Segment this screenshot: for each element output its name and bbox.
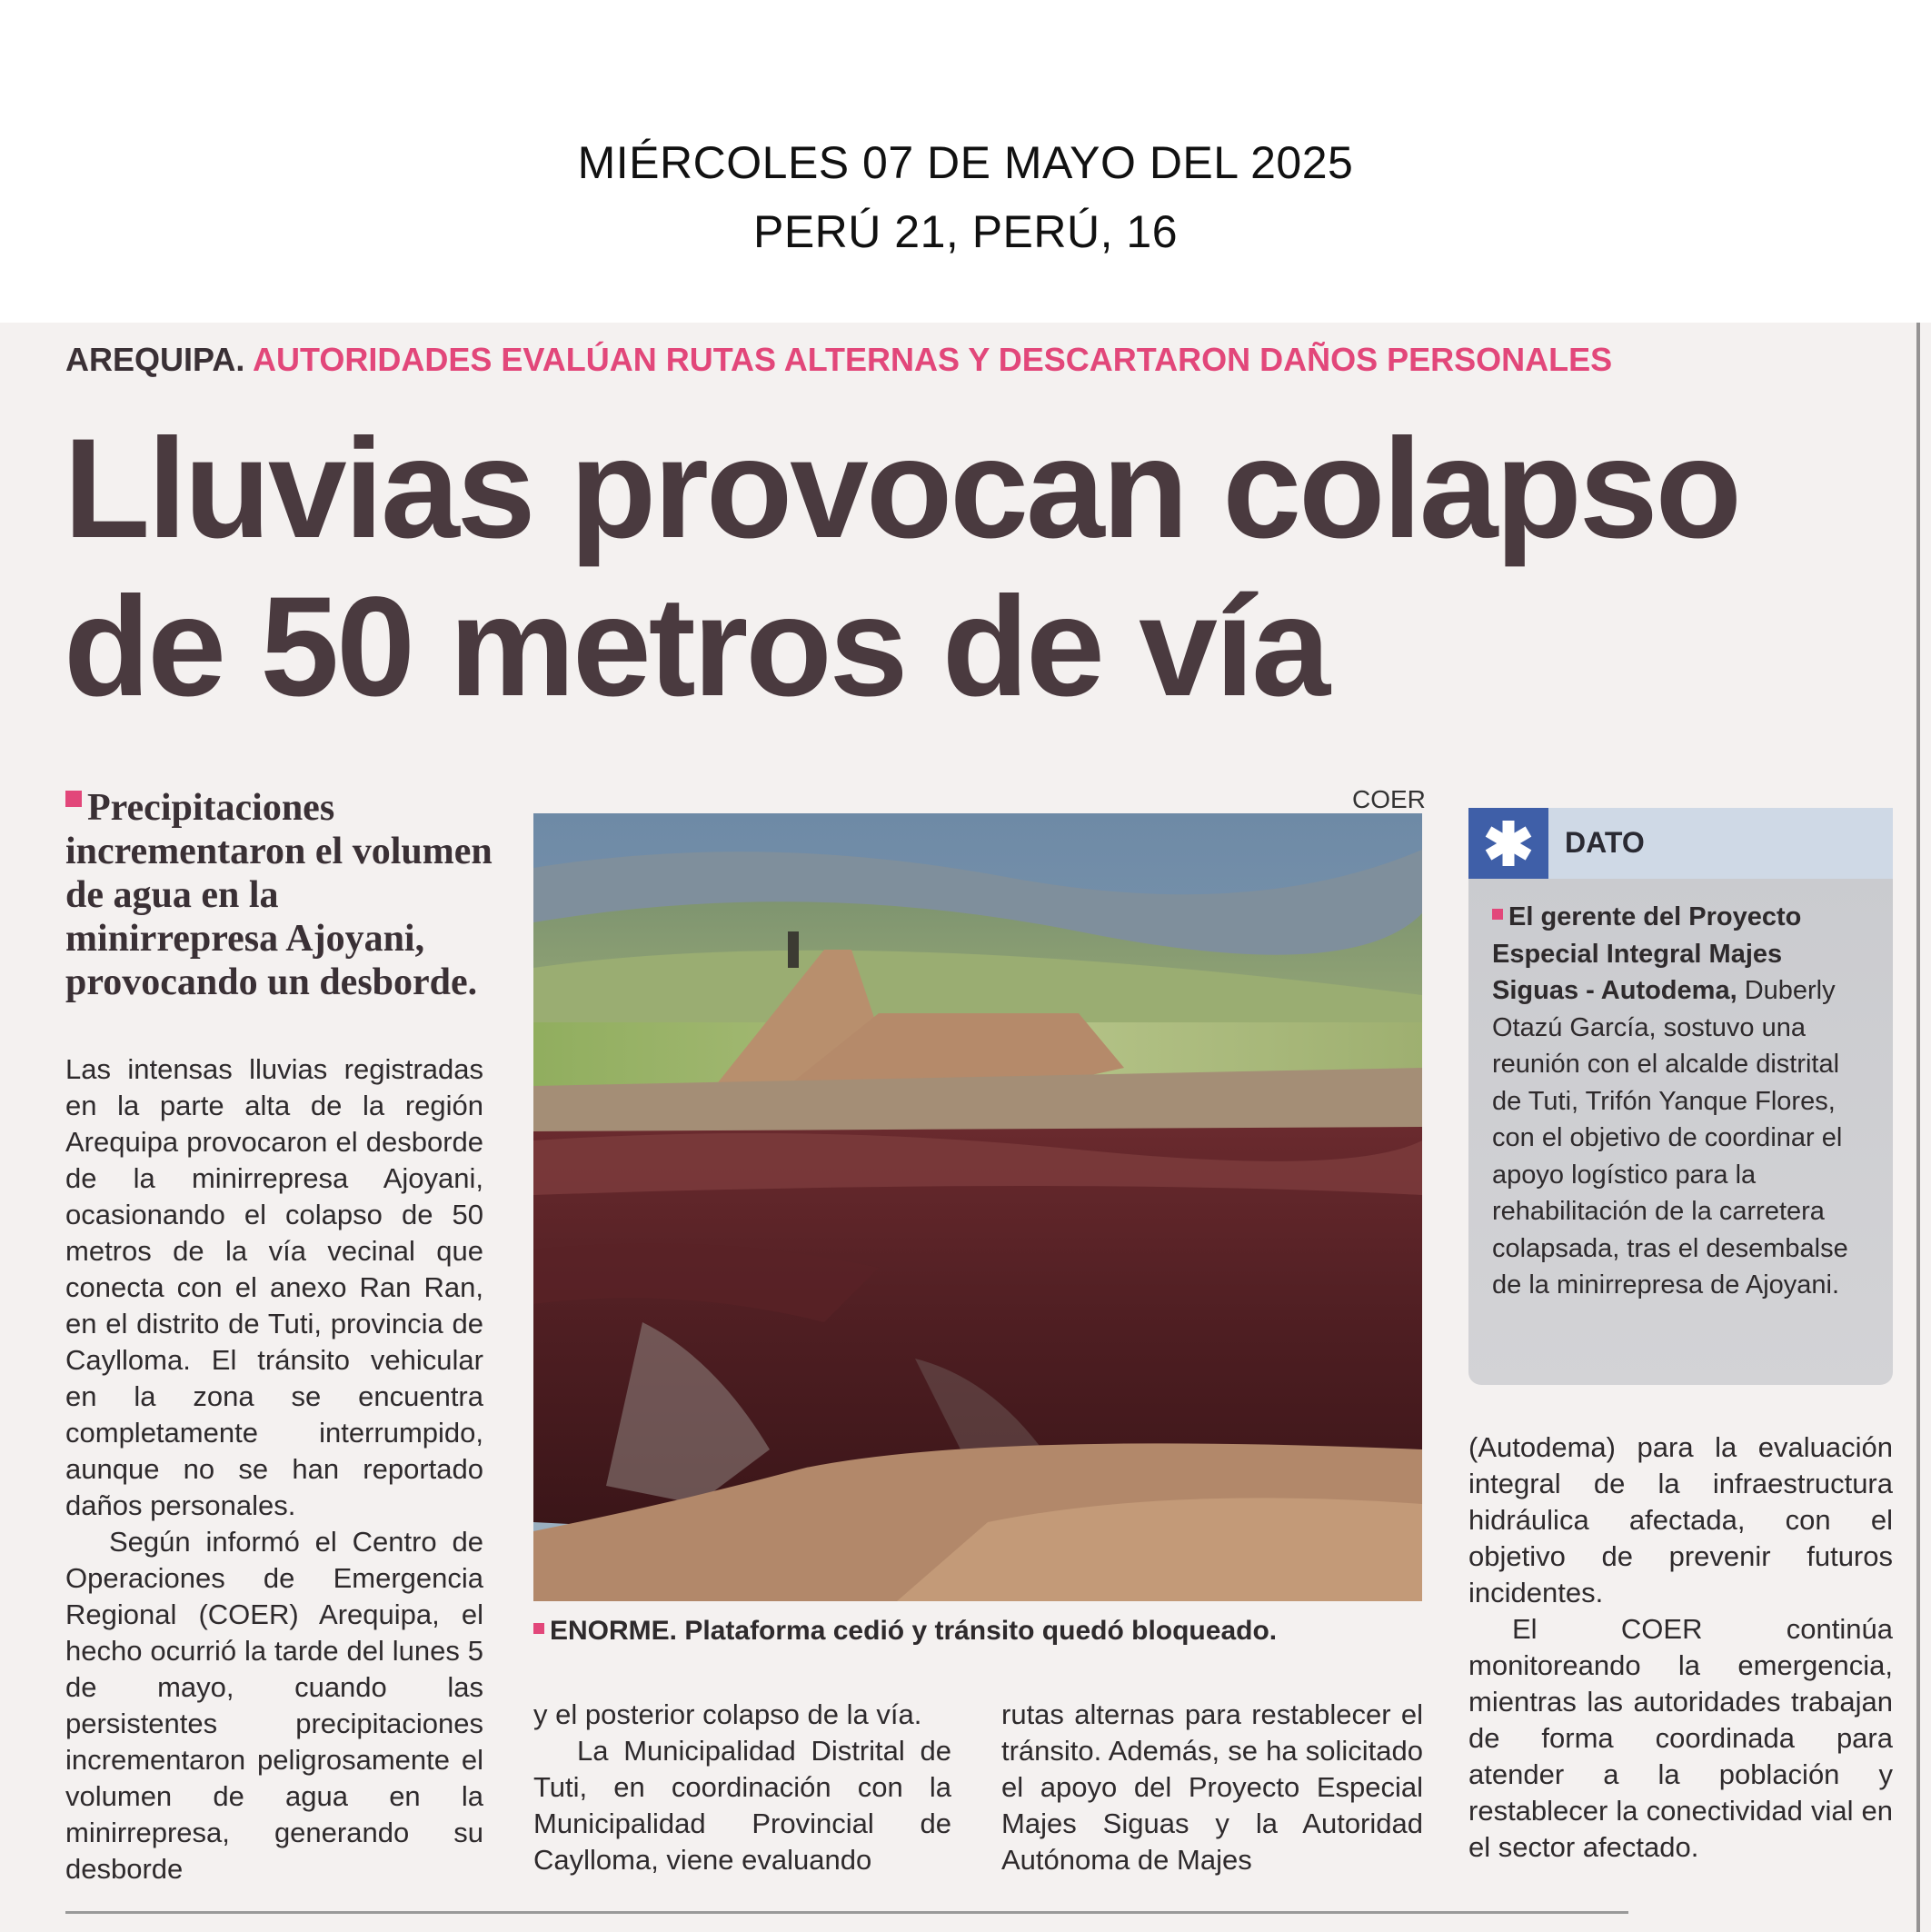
bullet-square-icon xyxy=(65,791,82,807)
column-2 xyxy=(533,1697,951,1878)
caption-lead: ENORME. xyxy=(550,1616,678,1646)
caption-text: Plataforma cedió y tránsito quedó bloqueado. xyxy=(684,1616,1278,1646)
asterisk-icon xyxy=(1468,808,1548,879)
caption-square-icon xyxy=(533,1623,544,1634)
headline-line-2: de 50 metros de vía xyxy=(64,568,1329,726)
column-3 xyxy=(1001,1697,1423,1878)
col1-paragraph-1: Las intensas lluvias registradas en la parte alta de la región Arequipa provocaron el desborde de la minirrepresa Ajoyani, ocasionando el colapso de 50 metros de la vía vecinal que conecta con el anexo Ran Ran, en el distrito de Tuti, provincia de Caylloma. El tránsito vehicular en la zona se encuentra completamente interrumpido, aunque no se han reportado daños personales. xyxy=(65,1053,483,1521)
dato-sidebar xyxy=(1468,808,1893,1385)
headline xyxy=(64,410,1881,726)
col4-paragraph-2: El COER continúa monitoreando la emergencia, mientras las autoridades trabajan de forma coordinada para atender a la población y restablecer la conectividad vial en el sector afectado. xyxy=(1468,1613,1893,1863)
col1-paragraph-2: Según informó el Centro de Operaciones de Emergencia Regional (COER) Arequipa, el hecho ocurrió la tarde del lunes 5 de mayo, cuando las persistentes precipitaciones incrementaron peligrosamente el volumen de agua en la minirrepresa, generando su desborde xyxy=(65,1526,483,1885)
col4-paragraph-1: (Autodema) para la evaluación integral de la infraestructura hidráulica afectada, con el objetivo de prevenir futuros incidentes. xyxy=(1468,1431,1893,1608)
kicker-text: AUTORIDADES EVALÚAN RUTAS ALTERNAS Y DESCARTARON DAÑOS PERSONALES xyxy=(253,341,1613,378)
news-photo xyxy=(533,813,1422,1601)
dato-body: Duberly Otazú García, sostuvo una reunión con el alcalde distrital de Tuti, Trifón Yanque Flores, con el objetivo de coordinar el apoyo logístico para la rehabilitación de la carretera colapsada, tras el desembalse de la minirrepresa de Ajoyani. xyxy=(1492,976,1848,1300)
deck-text: Precipitaciones incrementaron el volumen de agua en la minirrepresa Ajoyani, provocando un desborde. xyxy=(65,787,493,1003)
headline-line-1: Lluvias provocan colapso xyxy=(64,410,1739,568)
col2-paragraph-2: La Municipalidad Distrital de Tuti, en coordinación con la Municipalidad Provincial de Caylloma, viene evaluando xyxy=(533,1735,951,1876)
kicker xyxy=(65,341,1612,379)
page-edge xyxy=(1916,323,1920,1932)
kicker-region: AREQUIPA. xyxy=(65,341,245,378)
deck xyxy=(65,786,493,1004)
footer-rule xyxy=(65,1911,1628,1914)
dato-title: DATO xyxy=(1565,826,1645,859)
col2-paragraph-1: y el posterior colapso de la vía. xyxy=(533,1698,922,1730)
dato-bold-lead: El gerente del Proyecto Especial Integral Majes Siguas - Autodema, xyxy=(1492,902,1802,1005)
photo-caption xyxy=(533,1616,1277,1647)
publication-date: MIÉRCOLES 07 DE MAYO DEL 2025 xyxy=(577,137,1354,188)
column-1 xyxy=(65,1051,483,1887)
col3-paragraph-1: rutas alternas para restablecer el tránsito. Además, se ha solicitado el apoyo del Proyecto Especial Majes Siguas y la Autoridad Autónoma de Majes xyxy=(1001,1698,1423,1876)
photo-credit: COER xyxy=(1352,785,1426,813)
column-4 xyxy=(1468,1429,1893,1866)
dato-square-icon xyxy=(1492,909,1503,920)
dato-text xyxy=(1492,899,1872,1304)
newspaper-clipping xyxy=(0,323,1931,1932)
landslide-photo-illustration xyxy=(533,813,1422,1601)
publication-source: PERÚ 21, PERÚ, 16 xyxy=(752,206,1179,257)
